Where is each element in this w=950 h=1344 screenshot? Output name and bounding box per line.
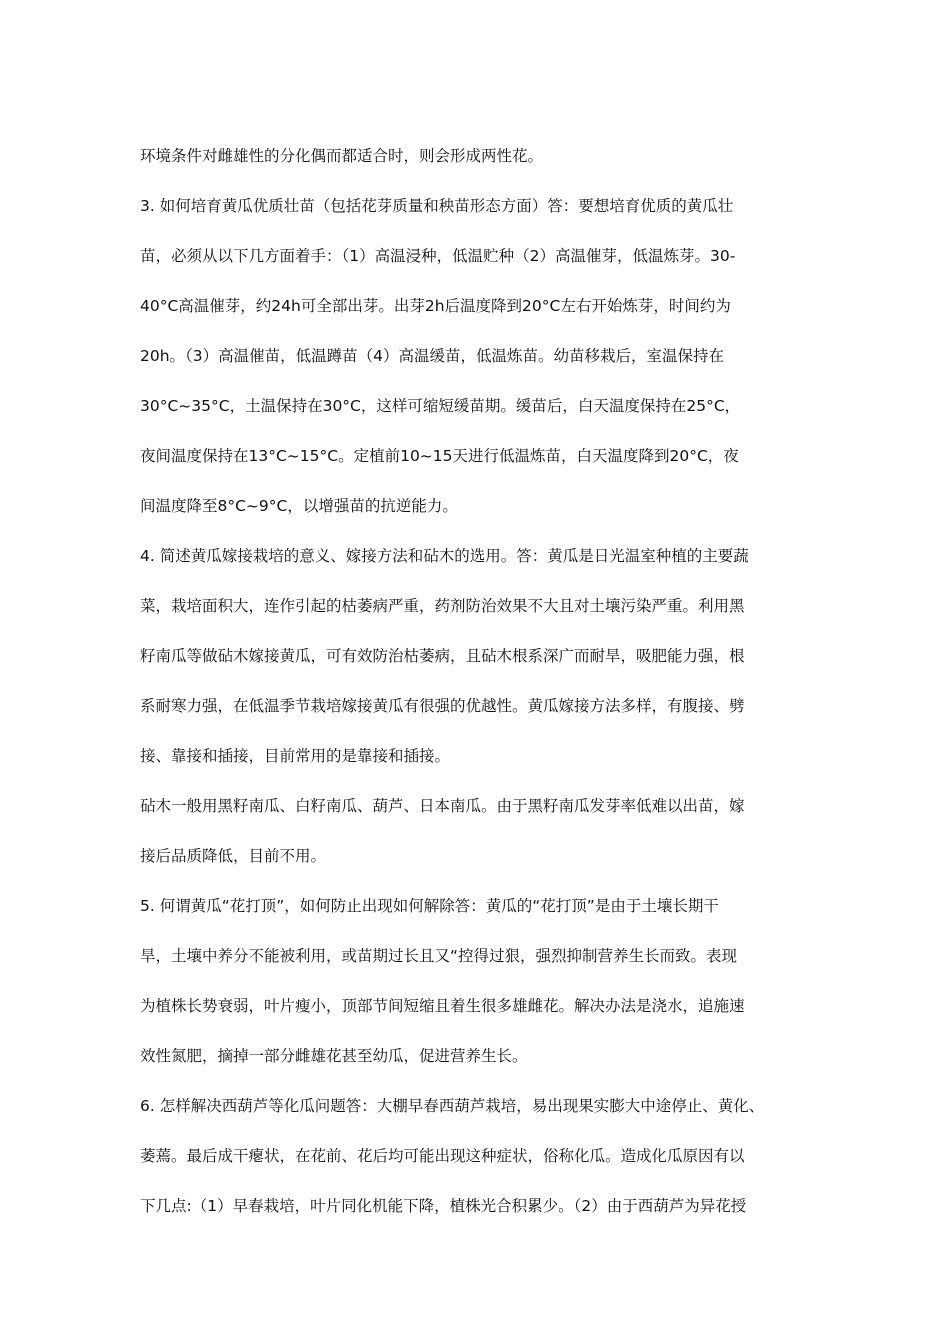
text-line-6: 30°C~35°C，土温保持在30°C，这样可缩短缓苗期。缓苗后，白天温度保持在25°C，: [140, 397, 741, 415]
text-line-2: 3. 如何培育黄瓜优质壮苗（包括花芽质量和秧苗形态方面）答：要想培育优质的黄瓜壮: [140, 197, 734, 215]
text-line-9: 4. 简述黄瓜嫁接栽培的意义、嫁接方法和砧木的选用。答：黄瓜是日光温室种植的主要蔬: [140, 547, 749, 565]
text-line-3: 苗，必须从以下几方面着手：（1）高温浸种，低温贮种（2）高温催芽，低温炼芽。30-: [140, 247, 736, 265]
text-line-16: 5. 何谓黄瓜“花打顶”，如何防止出现如何解除答：黄瓜的“花打顶”是由于土壤长期干: [140, 897, 719, 915]
text-line-17: 旱，土壤中养分不能被利用，或苗期过长且又“控得过狠，强烈抑制营养生长而致。表现: [140, 947, 738, 965]
text-line-7: 夜间温度保持在13°C~15°C。定植前10~15天进行低温炼苗，白天温度降到20°C，夜: [140, 447, 739, 465]
text-line-11: 籽南瓜等做砧木嫁接黄瓜，可有效防治枯萎病，且砧木根系深广而耐旱，吸肥能力强，根: [140, 647, 745, 665]
text-line-1: 环境条件对雌雄性的分化偶而都适合时，则会形成两性花。: [140, 147, 544, 165]
text-line-19: 效性氮肥，摘掉一部分雌雄花甚至幼瓜，促进营养生长。: [140, 1047, 528, 1065]
text-line-10: 菜，栽培面积大，连作引起的枯萎病严重，药剂防治效果不大且对土壤污染严重。利用黑: [140, 597, 745, 615]
text-line-22: 下几点:（1）早春栽培，叶片同化机能下降，植株光合积累少。（2）由于西葫芦为异花授: [140, 1197, 747, 1215]
text-line-5: 20h。（3）高温催苗，低温蹲苗（4）高温缓苗，低温炼苗。幼苗移栽后，室温保持在: [140, 347, 725, 365]
text-line-4: 40°C高温催芽，约24h可全部出芽。出芽2h后温度降到20°C左右开始炼芽，时间约为: [140, 297, 731, 315]
text-line-13: 接、靠接和插接，目前常用的是靠接和插接。: [140, 747, 451, 765]
text-line-18: 为植株长势衰弱，叶片瘦小，顶部节间短缩且着生很多雄雌花。解决办法是浇水，追施速: [140, 997, 745, 1015]
text-line-21: 萎蔫。最后成干瘪状，在花前、花后均可能出现这种症状，俗称化瓜。造成化瓜原因有以: [140, 1147, 745, 1165]
text-line-14: 砧木一般用黑籽南瓜、白籽南瓜、葫芦、日本南瓜。由于黑籽南瓜发芽率低难以出苗，嫁: [140, 797, 745, 815]
text-line-8: 间温度降至8°C~9°C，以增强苗的抗逆能力。: [140, 497, 458, 515]
text-line-20: 6. 怎样解决西葫芦等化瓜问题答：大棚早春西葫芦栽培，易出现果实膨大中途停止、黄化、: [140, 1097, 765, 1115]
text-line-15: 接后品质降低，目前不用。: [140, 847, 327, 865]
text-line-12: 系耐寒力强，在低温季节栽培嫁接黄瓜有很强的优越性。黄瓜嫁接方法多样，有腹接、劈: [140, 697, 745, 715]
